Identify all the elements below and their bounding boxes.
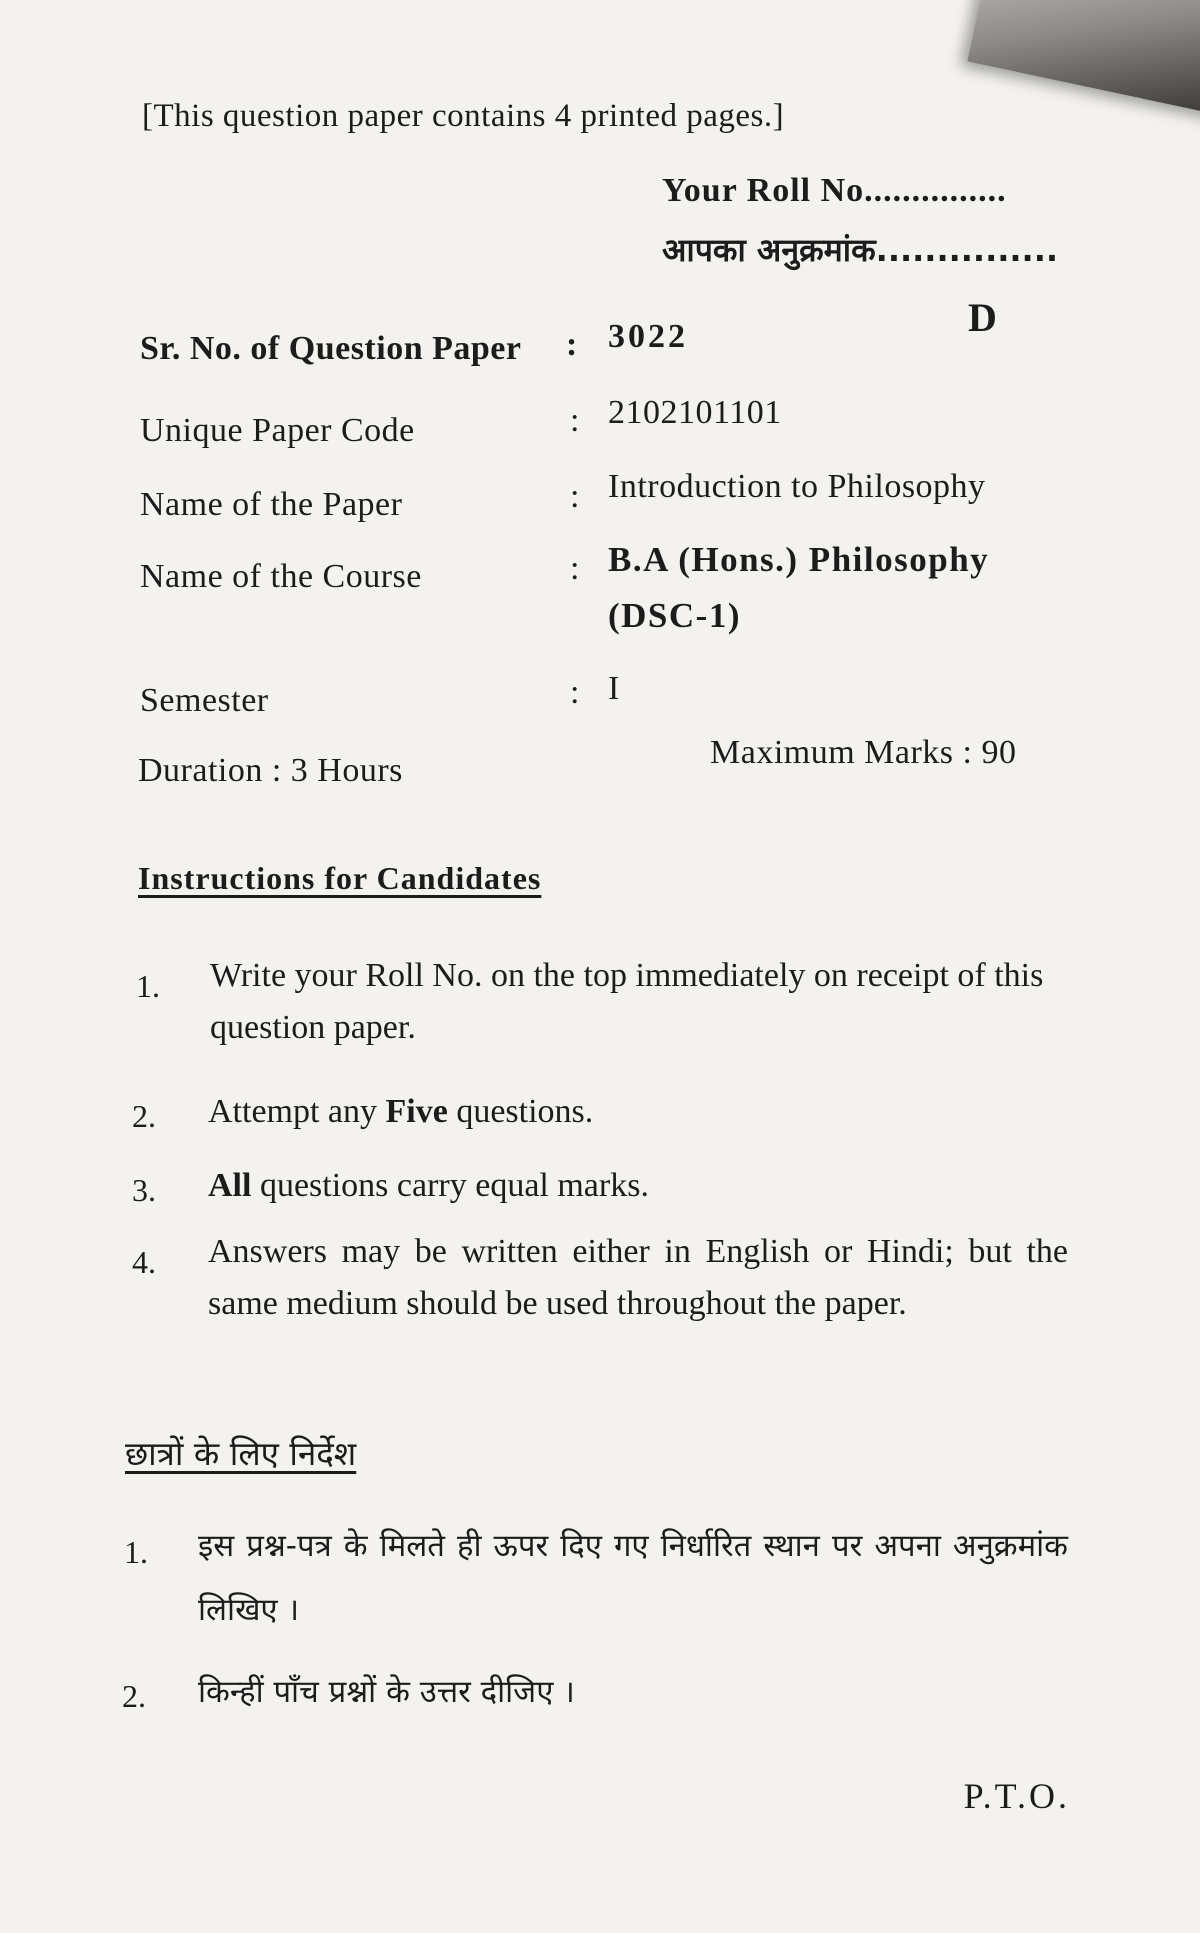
field-value-paper-name: Introduction to Philosophy [608, 468, 986, 505]
hindi-instruction-number: 2. [122, 1678, 146, 1714]
instruction-number: 2. [132, 1098, 156, 1134]
hindi-instruction-text: इस प्रश्न-पत्र के मिलते ही ऊपर दिए गए निर्धारित स्थान पर अपना अनुक्रमांक लिखिए । [198, 1528, 1068, 1628]
instruction-text: All questions carry equal marks. [208, 1167, 649, 1204]
field-value-course-name-line2: (DSC-1) [608, 596, 741, 635]
duration: Duration : 3 Hours [138, 752, 403, 789]
roll-number-label: Your Roll No [662, 172, 865, 209]
folded-corner [967, 0, 1200, 115]
field-label-course-name: Name of the Course [140, 558, 422, 595]
field-label-paper-name: Name of the Paper [140, 486, 403, 523]
emphasis-five: Five [385, 1093, 448, 1130]
paper-set-letter: D [968, 295, 997, 340]
field-value-paper-code: 2102101101 [608, 394, 782, 431]
field-label-serial-number: Sr. No. of Question Paper [140, 330, 522, 367]
hindi-instruction-text: किन्हीं पाँच प्रश्नों के उत्तर दीजिए । [198, 1674, 575, 1710]
roll-number-line [662, 172, 1007, 210]
field-colon-paper-code: : [570, 402, 580, 439]
field-value-course-name: B.A (Hons.) Philosophy [608, 540, 990, 579]
field-label-paper-code: Unique Paper Code [140, 412, 415, 449]
field-value-serial-number: 3022 [608, 318, 688, 355]
maximum-marks: Maximum Marks : 90 [710, 734, 1017, 771]
roll-number-dots-hindi: ............... [875, 231, 1059, 269]
roll-number-label-hindi: आपका अनुक्रमांक [662, 231, 876, 269]
field-value-semester: I [608, 670, 620, 707]
instruction-number: 1. [136, 968, 160, 1004]
instruction-text: Attempt any Five questions. [208, 1093, 594, 1130]
hindi-instruction-number: 1. [124, 1534, 148, 1570]
instruction-text: Write your Roll No. on the top immediately on receipt of this question paper. [210, 957, 1044, 1046]
instruction-text: Answers may be written either in English or Hindi; but the same medium should be used throughout the paper. [208, 1233, 1068, 1322]
roll-number-dots: ............... [864, 172, 1007, 209]
instructions-heading: Instructions for Candidates [138, 860, 542, 896]
hindi-instructions-heading: छात्रों के लिए निर्देश [125, 1434, 357, 1473]
emphasis-all: All [208, 1167, 252, 1204]
roll-number-line-hindi [662, 228, 1058, 271]
instruction-number: 4. [132, 1244, 156, 1280]
field-colon-paper-name: : [570, 478, 580, 515]
field-colon-serial-number: : [566, 326, 578, 363]
please-turn-over: P.T.O. [963, 1776, 1070, 1816]
field-colon-semester: : [570, 674, 580, 711]
page-count-note: [This question paper contains 4 printed pages.] [142, 98, 785, 134]
instruction-number: 3. [132, 1172, 156, 1208]
field-colon-course-name: : [570, 550, 580, 587]
field-label-semester: Semester [140, 682, 269, 719]
